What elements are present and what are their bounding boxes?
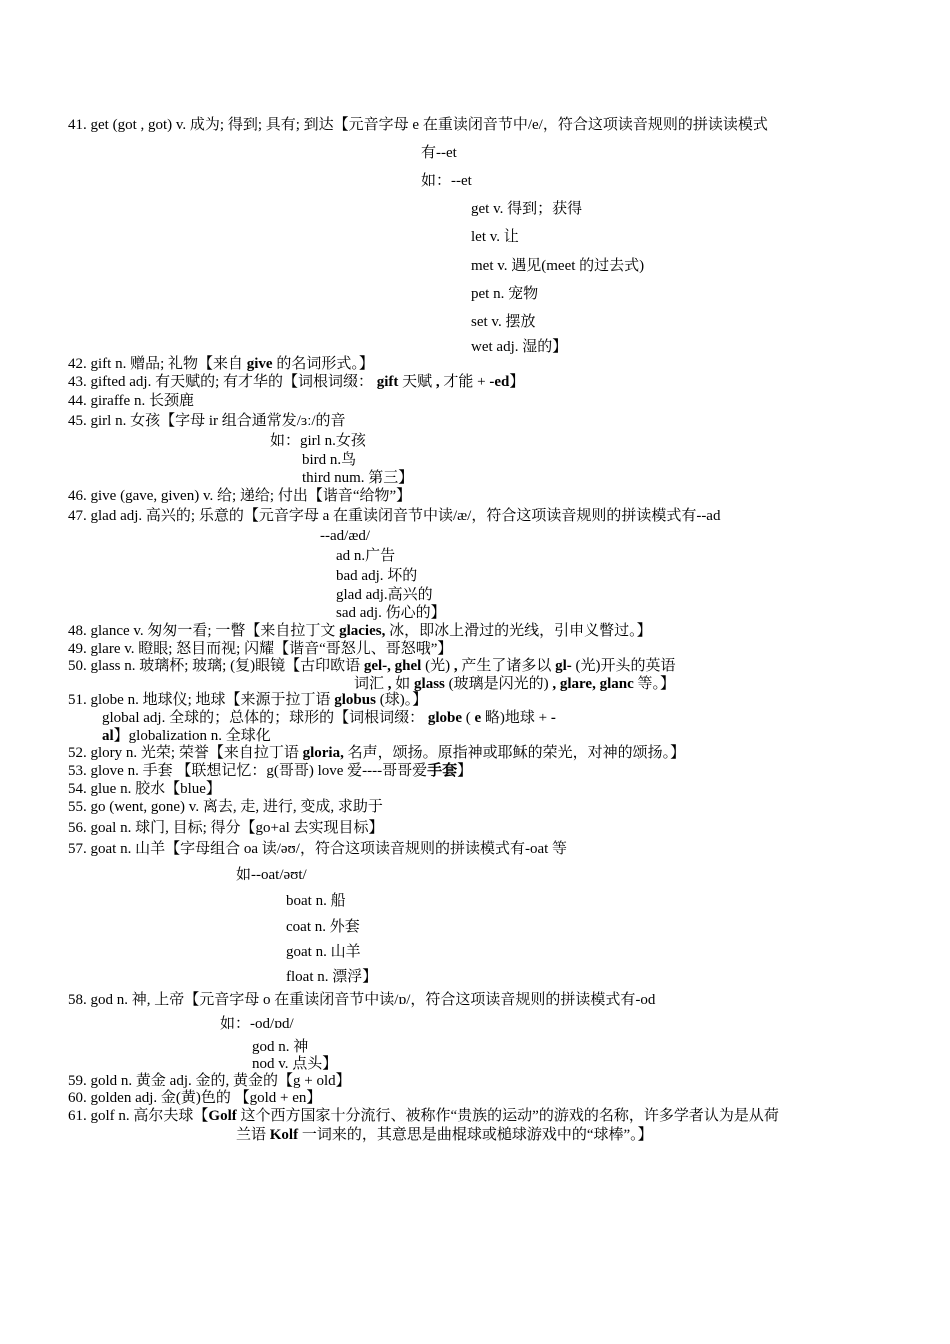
entry-line-l47d [336,567,417,585]
text-run: 名声，颂扬。原指神或耶稣的荣光，对神的颂扬。】 [343,745,686,761]
text-run: 60. golden adj. 金(黄)色的 【gold + en】 [68,1090,322,1106]
entry-line-l58d [252,1055,337,1073]
entry-line-l57d [286,918,360,936]
text-run: wet adj. 湿的】 [471,339,568,355]
entry-line-l41b [421,144,457,162]
text-run: 46. give (gave, given) v. 给; 递给; 付出【谐音“给物”】 [68,488,412,504]
entry-line-l59 [68,1072,351,1090]
text-run: 这个西方国家十分流行、被称作“贵族的运动”的游戏的名称，许多学者认为是从荷 [236,1108,779,1124]
text-run: bad adj. 坏的 [336,568,418,584]
text-run: 55. go (went, gone) v. 离去, 走, 进行, 变成, 求助于 [68,799,383,815]
entry-line-l57c [286,892,346,910]
text-run: glass [414,676,445,692]
entry-line-l41g [471,285,538,303]
entry-line-l61b [236,1126,653,1144]
text-run: glad adj.高兴的 [336,587,433,603]
text-run: 一词来的，其意思是曲棍球或槌球游戏中的“球棒”。】 [298,1127,653,1143]
text-run: 略)地球 + [481,710,551,726]
entry-line-l45b [270,432,366,450]
entry-line-l43 [68,373,524,391]
text-run: set v. 摆放 [471,314,536,330]
entry-line-l47c [336,547,395,565]
entry-line-l41f [471,257,644,275]
text-run: god n. 神 [252,1039,309,1055]
text-run: 43. gifted adj. 有天赋的; 有才华的【词根词缀： [68,374,377,390]
text-run: 如--oat/əʊt/ [236,867,307,883]
entry-line-l51b [102,709,556,727]
text-run: 才能 + [439,374,490,390]
text-run: float n. 漂浮】 [286,969,378,985]
text-run: 产生了诸多以 [457,658,556,674]
text-run: , [387,676,392,692]
text-run: 52. glory n. 光荣; 荣誉【来自拉丁语 [68,745,303,761]
text-run: 天赋 [398,374,436,390]
text-run: 51. globe n. 地球仪; 地球【来源于拉丁语 [68,692,335,708]
text-run: , glare, glanc [552,676,634,692]
text-run: 47. glad adj. 高兴的; 乐意的【元音字母 a 在重读闭音节中读/æ/，符合这项读音规则的拼读模式有--ad [68,508,721,524]
text-run: 】globalization n. 全球化 [113,728,271,744]
entry-line-l57e [286,943,361,961]
text-run: 手套 [427,763,458,779]
text-run: global adj. 全球的；总体的；球形的【词根词缀： [102,710,428,726]
entry-line-l58b [220,1015,294,1033]
text-run: 词汇 [354,676,388,692]
entry-line-l41i [471,338,567,356]
entry-line-l57b [236,866,307,884]
text-run: ( [462,710,475,726]
entry-line-l51c [102,727,271,745]
text-run: 58. god n. 神, 上帝【元音字母 o 在重读闭音节中读/ɒ/，符合这项读音规则的拼读模式有-od [68,992,656,1008]
entry-line-l47 [68,507,720,525]
text-run: glacies, [339,623,386,639]
text-run: 53. glove n. 手套 【联想记忆：g(哥哥) love 爱----哥哥爱 [68,763,428,779]
text-run: pet n. 宠物 [471,286,539,302]
text-run: 如 [391,676,415,692]
text-run: met v. 遇见(meet 的过去式) [471,258,645,274]
text-run: -ed [489,374,510,390]
entry-line-l46 [68,487,411,505]
text-run: gloria, [302,745,344,761]
text-run: (球)。】 [375,692,428,708]
text-run: 41. get (got , got) v. 成为; 得到; 具有; 到达【元音字母 e 在重读闭音节中/e/，符合这项读音规则的拼读读模式 [68,117,768,133]
text-run: 兰语 [236,1127,270,1143]
text-run: 】 [509,374,525,390]
text-run: boat n. 船 [286,893,346,909]
text-run: Kolf [269,1127,299,1143]
text-run: 48. glance v. 匆匆一看; 一瞥【来自拉丁文 [68,623,340,639]
entry-line-l56 [68,819,384,837]
text-run: Golf [208,1108,237,1124]
entry-line-l51 [68,691,427,709]
text-run: 57. goat n. 山羊【字母组合 oa 读/əʊ/，符合这项读音规则的拼读模式有-oat 等 [68,841,568,857]
text-run: 等。】 [633,676,676,692]
text-run: 冰，即冰上滑过的光线，引申义瞥过。】 [385,623,652,639]
text-run: nod v. 点头】 [252,1056,338,1072]
entry-line-l52 [68,744,685,762]
text-run: 如：--et [421,173,472,189]
entry-line-l57f [286,968,377,986]
text-run: let v. 让 [471,229,519,245]
text-run: third num. 第三】 [302,470,414,486]
entry-line-l45 [68,412,346,430]
text-run: globe [427,710,462,726]
text-run: 如：-od/ɒd/ [220,1016,294,1032]
text-run: coat n. 外套 [286,919,360,935]
text-run: globus [334,692,376,708]
text-run: 54. glue n. 胶水【blue】 [68,781,221,797]
text-run: get v. 得到；获得 [471,201,583,217]
text-run: sad adj. 伤心的】 [336,605,446,621]
entry-line-l54 [68,780,221,798]
entry-line-l49 [68,640,452,658]
text-run: gl- [555,658,572,674]
entry-line-l55 [68,798,383,816]
text-run: (玻璃是闪光的) [444,676,553,692]
entry-line-l44 [68,392,194,410]
entry-line-l47e [336,586,433,604]
text-run: , [453,658,458,674]
entry-line-l47b [320,527,370,545]
text-run: 如：girl n.女孩 [270,433,366,449]
text-run: 61. golf n. 高尔夫球【 [68,1108,209,1124]
entry-line-l58c [252,1038,308,1056]
entry-line-l48 [68,622,652,640]
text-run: 44. giraffe n. 长颈鹿 [68,393,194,409]
entry-line-l60 [68,1089,321,1107]
entry-line-l50 [68,657,676,675]
text-run: give [246,356,273,372]
text-run: (光) [421,658,454,674]
entry-line-l45d [302,469,413,487]
text-run: --ad/æd/ [320,528,370,544]
entry-line-l61 [68,1107,779,1125]
text-run: 】 [457,763,473,779]
text-run: 42. gift n. 赠品; 礼物【来自 [68,356,247,372]
text-run: gift [376,374,399,390]
text-run: 50. glass n. 玻璃杯; 玻璃; (复)眼镜【古印欧语 [68,658,364,674]
text-run: - [550,710,556,726]
text-run: al [102,728,114,744]
text-run: e [474,710,482,726]
entry-line-l53 [68,762,472,780]
entry-line-l45c [302,451,356,469]
entry-line-l58 [68,991,655,1009]
entry-line-l41h [471,313,535,331]
text-run: ad n.广告 [336,548,396,564]
text-run: goat n. 山羊 [286,944,361,960]
entry-line-l41 [68,116,768,134]
text-run: 49. glare v. 瞪眼; 怒目而视; 闪耀【谐音“哥怒儿、哥怒哦”】 [68,641,453,657]
text-run: 56. goal n. 球门, 目标; 得分【go+al 去实现目标】 [68,820,384,836]
text-run: 59. gold n. 黄金 adj. 金的, 黄金的【g + old】 [68,1073,351,1089]
entry-line-l47f [336,604,446,622]
entry-line-l57 [68,840,567,858]
text-run: 有--et [421,145,457,161]
entry-line-l41d [471,200,582,218]
text-run: bird n.鸟 [302,452,357,468]
text-run: 的名词形式。】 [272,356,374,372]
text-run: (光)开头的英语 [571,658,676,674]
entry-line-l41e [471,228,519,246]
entry-line-l42 [68,355,374,373]
text-run: gel-, ghel [363,658,422,674]
text-run: , [435,374,440,390]
text-run: 45. girl n. 女孩【字母 ir 组合通常发/ɜː/的音 [68,413,346,429]
entry-line-l41c [421,172,472,190]
